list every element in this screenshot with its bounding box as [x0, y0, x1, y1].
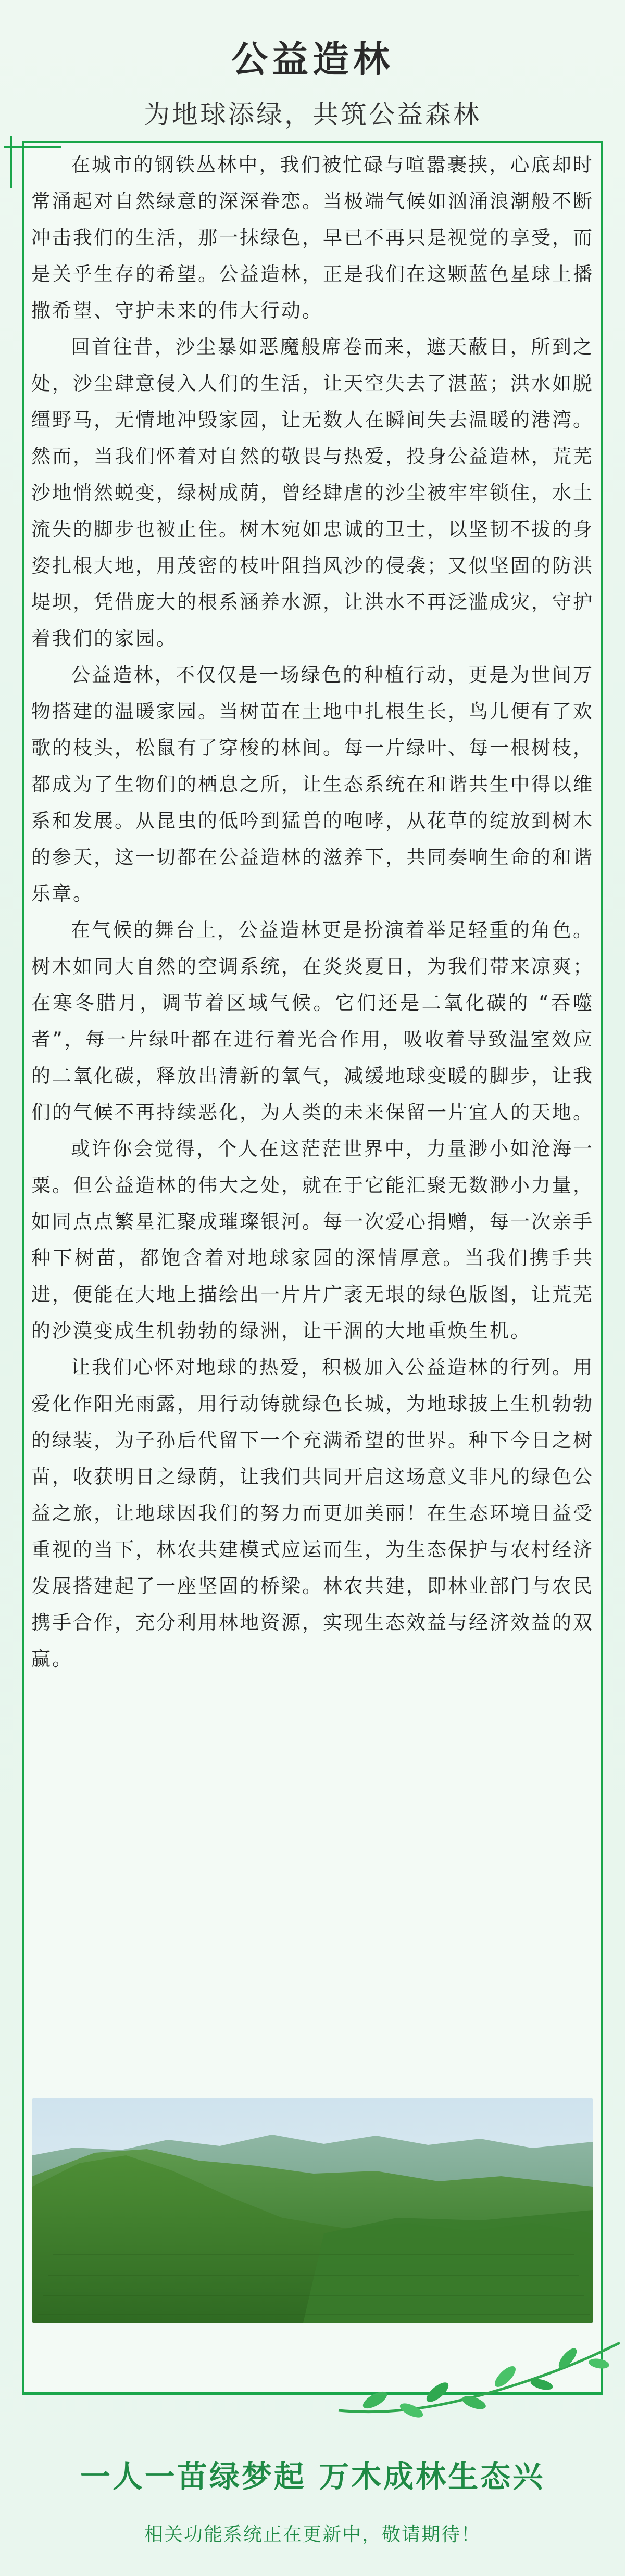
page-title: 公益造林 [231, 38, 394, 81]
article-paragraph-6: 让我们心怀对地球的热爱，积极加入公益造林的行列。用爱化作阳光雨露，用行动铸就绿色长城，为地球披上生机勃勃的绿装，为子孙后代留下一个充满希望的世界。种下今日之树苗，收获明日之绿荫，让我们共同开启这场意义非凡的绿色公益之旅，让地球因我们的努力而更加美丽！在生态环境日益受重视的当下，林农共建模式应运而生，为生态保护与农村经济发展搭建起了一座坚固的桥梁。林农共建，即林业部门与农民携手合作，充分利用林地资源，实现生态效益与经济效益的双赢。 [31, 1356, 594, 1670]
article-paragraph-1: 在城市的钢铁丛林中，我们被忙碌与喧嚣裹挟，心底却时常涌起对自然绿意的深深眷恋。当极端气候如汹涌浪潮般不断冲击我们的生活，那一抹绿色，早已不再只是视觉的享受，而是关乎生存的希望。公益造林，正是我们在这颗蓝色星球上播撒希望、守护未来的伟大行动。 [31, 154, 594, 322]
article-paragraph-5: 或许你会觉得，个人在这茫茫世界中，力量渺小如沧海一粟。但公益造林的伟大之处，就在于它能汇聚无数渺小力量，如同点点繁星汇聚成璀璨银河。每一次爱心捐赠，每一次亲手种下树苗，都饱含着对地球家园的深情厚意。当我们携手共进，便能在大地上描绘出一片片广袤无垠的绿色版图，让荒芜的沙漠变成生机勃勃的绿洲，让干涸的大地重焕生机。 [31, 1138, 594, 1342]
footer-slogan: 一人一苗绿梦起 万木成林生态兴 [80, 2459, 545, 2494]
forest-hills-image [32, 2098, 593, 2323]
page-subtitle: 为地球添绿，共筑公益森林 [144, 99, 481, 130]
article-paragraph-4: 在气候的舞台上，公益造林更是扮演着举足轻重的角色。树木如同大自然的空调系统，在炎炎夏日，为我们带来凉爽；在寒冬腊月，调节着区域气候。它们还是二氧化碳的 “吞噬者”，每一片绿叶都在进行着光合作用，吸收着导致温室效应的二氧化碳，释放出清新的氧气，减缓地球变暖的脚步，让我们的气候不再持续恶化，为人类的未来保留一片宜人的天地。 [31, 919, 594, 1123]
update-notice: 相关功能系统正在更新中，敬请期待！ [144, 2524, 481, 2545]
article-paragraph-3: 公益造林，不仅仅是一场绿色的种植行动，更是为世间万物搭建的温暖家园。当树苗在土地中扎根生长，鸟儿便有了欢歌的枝头，松鼠有了穿梭的林间。每一片绿叶、每一根树枝，都成为了生物们的栖息之所，让生态系统在和谐共生中得以维系和发展。从昆虫的低吟到猛兽的咆哮，从花草的绽放到树木的参天，这一切都在公益造林的滋养下，共同奏响生命的和谐乐章。 [31, 664, 594, 905]
article-paragraph-2: 回首往昔，沙尘暴如恶魔般席卷而来，遮天蔽日，所到之处，沙尘肆意侵入人们的生活，让天空失去了湛蓝；洪水如脱缰野马，无情地冲毁家园，让无数人在瞬间失去温暖的港湾。然而，当我们怀着对自然的敬畏与热爱，投身公益造林，荒芜沙地悄然蜕变，绿树成荫，曾经肆虐的沙尘被牢牢锁住，水土流失的脚步也被止住。树木宛如忠诚的卫士，以坚韧不拔的身姿扎根大地，用茂密的枝叶阻挡风沙的侵袭；又似坚固的防洪堤坝，凭借庞大的根系涵养水源，让洪水不再泛滥成灾，守护着我们的家园。 [31, 336, 594, 650]
forest-landscape-photo [32, 2098, 593, 2323]
leaf-vine-decoration-icon [333, 2332, 625, 2426]
frame-corner-accent-vertical [10, 136, 12, 188]
article-body [31, 147, 594, 1677]
